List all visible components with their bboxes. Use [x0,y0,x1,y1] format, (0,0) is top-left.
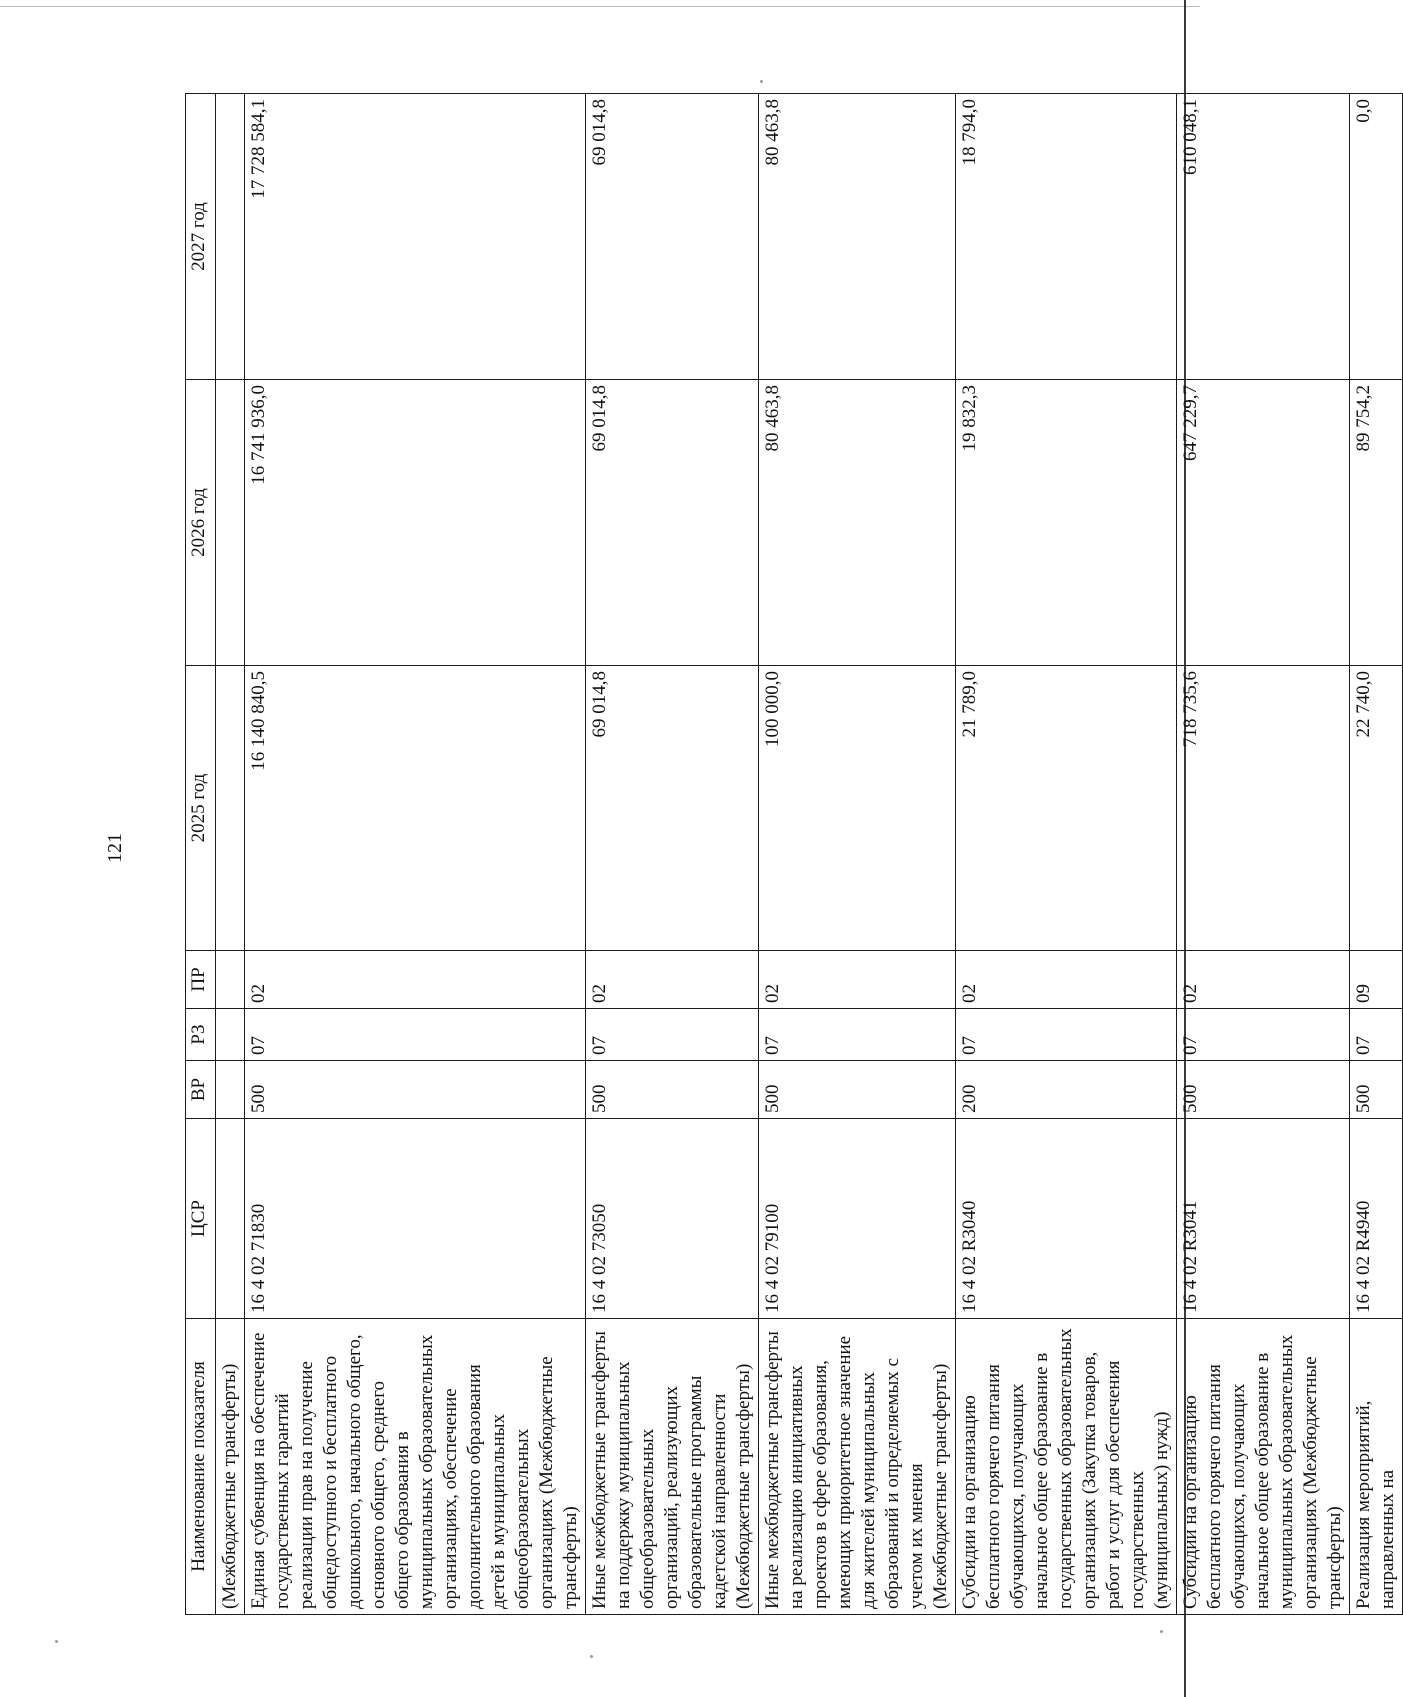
row-2027: 80 463,8 [759,94,956,380]
row-vr: 500 [1350,1061,1403,1119]
header-2027: 2027 год [186,94,216,380]
row-vr [216,1061,245,1119]
row-pr: 02 [956,951,1177,1009]
row-name: Субсидии на организацию бесплатного горячего питания обучающихся, получающих начальное общее образование в государственных образовательных организациях (Закупка товаров, работ и услуг для обеспечения государственных (муниципальных) нужд) [956,1319,1177,1615]
row-2026: 69 014,8 [586,380,759,666]
row-2025: 16 140 840,5 [245,666,586,951]
row-pr [216,951,245,1009]
budget-table [185,93,1403,1615]
scan-speck [760,80,763,83]
row-rz [216,1009,245,1061]
header-pr: ПР [186,951,216,1009]
row-2025: 100 000,0 [759,666,956,951]
row-2025: 22 740,0 [1350,666,1403,951]
row-name: (Межбюджетные трансферты) [216,1319,245,1615]
row-csr: 16 4 02 R4940 [1350,1119,1403,1319]
row-2027 [216,94,245,380]
page-number: 121 [104,833,126,863]
scan-edge-top [0,6,1200,7]
header-vr: ВР [186,1061,216,1119]
header-name: Наименование показателя [186,1319,216,1615]
row-rz: 07 [1350,1009,1403,1061]
row-pr: 02 [1177,951,1350,1009]
row-name: Иные межбюджетные трансферты на реализацию инициативных проектов в сфере образования, имеющих приоритетное значение для жителей муниципальных образований и определяемых с учетом их мнения (Межбюджетные трансферты) [759,1319,956,1615]
row-vr: 500 [759,1061,956,1119]
row-name: Единая субвенция на обеспечение государственных гарантий реализации прав на получение общедоступного и бесплатного дошкольного, начального общего, основного общего, среднего общего образования в муниципальных образовательных организациях, обеспечение дополнительного образования детей в муниципальных общеобразовательных организациях (Межбюджетные трансферты) [245,1319,586,1615]
row-2026: 647 229,7 [1177,380,1350,666]
row-csr: 16 4 02 73050 [586,1119,759,1319]
row-vr: 500 [245,1061,586,1119]
row-csr: 16 4 02 R3041 [1177,1119,1350,1319]
row-2026: 16 741 936,0 [245,380,586,666]
row-2026: 80 463,8 [759,380,956,666]
header-2025: 2025 год [186,666,216,951]
row-rz: 07 [586,1009,759,1061]
table-row [759,94,956,1615]
scan-speck [1160,1630,1163,1633]
table-row [245,94,586,1615]
row-rz: 07 [759,1009,956,1061]
row-name: Субсидии на организацию бесплатного горячего питания обучающихся, получающих начальное общее образование в муниципальных образовательных организациях (Межбюджетные трансферты) [1177,1319,1350,1615]
row-2027: 0,0 [1350,94,1403,380]
row-vr: 500 [1177,1061,1350,1119]
header-2026: 2026 год [186,380,216,666]
budget-table-rotated [185,94,1398,1615]
row-2026: 19 832,3 [956,380,1177,666]
scan-speck [55,1640,58,1643]
scan-speck [590,1655,593,1658]
row-2027: 17 728 584,1 [245,94,586,380]
table-row [216,94,245,1615]
row-csr [216,1119,245,1319]
row-2025: 69 014,8 [586,666,759,951]
row-2025: 21 789,0 [956,666,1177,951]
row-2027: 18 794,0 [956,94,1177,380]
header-rz: РЗ [186,1009,216,1061]
row-2025: 718 735,6 [1177,666,1350,951]
row-name: Иные межбюджетные трансферты на поддержку муниципальных общеобразовательных организаций, реализующих образовательные программы кадетской направленности (Межбюджетные трансферты) [586,1319,759,1615]
row-2027: 610 048,1 [1177,94,1350,380]
row-rz: 07 [956,1009,1177,1061]
row-vr: 200 [956,1061,1177,1119]
row-name: Реализация мероприятий, направленных на [1350,1319,1403,1615]
table-row [586,94,759,1615]
table-header-row [186,94,216,1615]
row-csr: 16 4 02 79100 [759,1119,956,1319]
row-rz: 07 [245,1009,586,1061]
row-2026: 89 754,2 [1350,380,1403,666]
row-rz: 07 [1177,1009,1350,1061]
row-pr: 02 [586,951,759,1009]
row-pr: 02 [759,951,956,1009]
row-pr: 09 [1350,951,1403,1009]
table-row [1350,94,1403,1615]
table-row [1177,94,1350,1615]
header-csr: ЦСР [186,1119,216,1319]
row-2025 [216,666,245,951]
row-csr: 16 4 02 71830 [245,1119,586,1319]
row-vr: 500 [586,1061,759,1119]
row-pr: 02 [245,951,586,1009]
row-2027: 69 014,8 [586,94,759,380]
row-2026 [216,380,245,666]
row-csr: 16 4 02 R3040 [956,1119,1177,1319]
table-row [956,94,1177,1615]
